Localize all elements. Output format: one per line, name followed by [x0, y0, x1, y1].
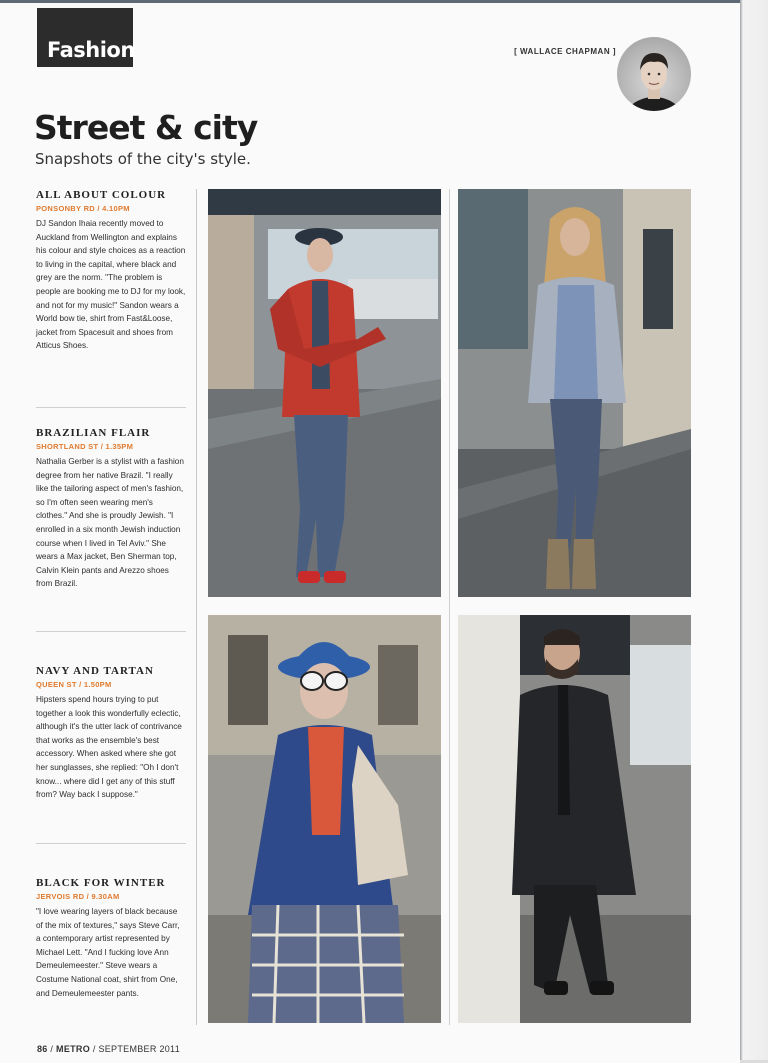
page-footer — [37, 1044, 180, 1054]
entry-body: DJ Sandon Ihaia recently moved to Auckland from Wellington and explains his colour and style choices as a reaction to living in the capital, where black and grey are the norm. "The problem is people are booking me to DJ for my look, and not for my music!" Sandon wears a World bow tie, shirt from Fast&Loose, jacket from Spacesuit and shoes from Atticus Shoes. — [36, 219, 186, 351]
sidebar-divider — [196, 189, 197, 1025]
entry-brazilian — [36, 427, 186, 591]
entry-body: Hipsters spend hours trying to put together a look this wonderfully eclectic, although it's the utter lack of contrivance that works as the ensemble's best accessory. When asked where she got her sunglasses, she replied: "Oh I don't know... where did I get any of this stuff from? Way back I suppose." — [36, 695, 182, 800]
photo-winter — [458, 615, 691, 1023]
entry-heading: ALL ABOUT COLOUR — [36, 189, 167, 201]
entry-colour — [36, 189, 186, 353]
footer-sep: / — [47, 1044, 57, 1054]
adjacent-page-edge — [740, 0, 768, 1060]
author-headshot — [617, 37, 691, 111]
section-tab — [37, 8, 133, 67]
page-title: Street & city — [34, 108, 258, 147]
entry-location-time: PONSONBY RD / 4.10PM — [36, 204, 130, 213]
magazine-name: METRO — [56, 1044, 91, 1054]
author-byline: [ WALLACE CHAPMAN ] — [514, 47, 616, 56]
photo-tartan — [208, 615, 441, 1023]
column-divider — [449, 189, 450, 1025]
page-number: 86 — [37, 1044, 48, 1054]
entry-divider — [36, 843, 186, 844]
entry-location-time: SHORTLAND ST / 1.35PM — [36, 442, 134, 451]
issue-date: SEPTEMBER 2011 — [98, 1044, 181, 1054]
entry-heading: NAVY AND TARTAN — [36, 665, 154, 677]
photo-colour — [208, 189, 441, 597]
entry-heading: BRAZILIAN FLAIR — [36, 427, 151, 439]
entry-body: Nathalia Gerber is a stylist with a fashion degree from her native Brazil. "I really like the tailoring aspect of men's fashion, so I'm often seen wearing men's clothes." And she is proudly Jewish. "I enrolled in a six month Jewish induction course when I lived in Tel Aviv." She wears a Max jacket, Ben Sherman top, Calvin Klein pants and Arezzo shoes from Brazil. — [36, 457, 184, 589]
page-subtitle: Snapshots of the city's style. — [35, 150, 251, 168]
entry-divider — [36, 631, 186, 632]
section-label: Fashion — [47, 38, 135, 62]
entry-divider — [36, 407, 186, 408]
entry-tartan — [36, 665, 186, 802]
photo-brazilian — [458, 189, 691, 597]
entry-body: "I love wearing layers of black because of the mix of textures," says Steve Carr, a contemporary artist represented by Michael Lett. "And I fucking love Ann Demeulemeester." Steve wears a Costume National coat, shirt from One, and Demeulemeester pants. — [36, 907, 180, 998]
entry-heading: BLACK FOR WINTER — [36, 877, 166, 889]
entry-location-time: JERVOIS RD / 9.30AM — [36, 892, 120, 901]
entry-winter — [36, 877, 186, 1000]
entry-location-time: QUEEN ST / 1.50PM — [36, 680, 112, 689]
footer-sep: / — [90, 1044, 99, 1054]
